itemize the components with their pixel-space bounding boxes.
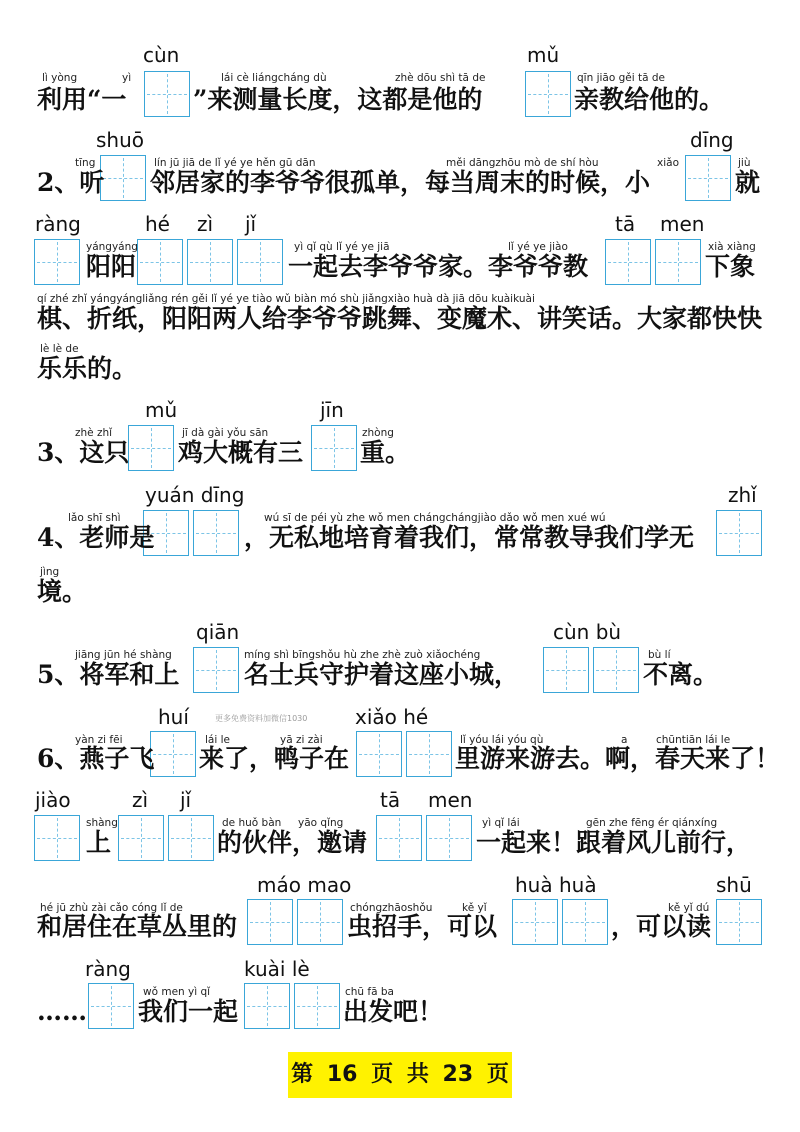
sentence-text: 下象 (705, 252, 756, 281)
answer-pinyin: mǔ (145, 398, 178, 422)
pinyin-annotation: gēn zhe fēng ér qiánxíng (586, 817, 718, 829)
pinyin-annotation: shàng (86, 817, 118, 829)
pinyin-annotation: lǎo shī shì (68, 512, 121, 524)
pinyin-annotation: wǒ men yì qǐ (143, 986, 211, 998)
answer-pinyin: mǔ (527, 43, 560, 67)
pinyin-annotation: lì yòng (42, 72, 78, 84)
sentence-text: ”来测量长度，这都是他的 (193, 85, 483, 114)
answer-writing-box[interactable] (34, 815, 80, 861)
sentence-text: 6、燕子飞 (37, 744, 155, 773)
answer-writing-box[interactable] (426, 815, 472, 861)
pinyin-annotation: zhè zhǐ (75, 427, 113, 439)
answer-pinyin: ràng (85, 957, 131, 981)
answer-pinyin: huí (158, 705, 189, 729)
answer-pinyin: zì (132, 788, 149, 812)
answer-pinyin: shū (716, 873, 752, 897)
answer-writing-box[interactable] (237, 239, 283, 285)
sentence-text: 一起来！跟着风儿前行， (476, 828, 752, 857)
answer-pinyin: men (428, 788, 473, 812)
pinyin-annotation: a (621, 734, 628, 746)
pinyin-annotation: lín jū jiā de lǐ yé ye hěn gū dān (154, 157, 316, 169)
sentence-text: 虫招手，可以 (347, 912, 498, 941)
sentence-text: ，无私地培育着我们，常常教导我们学无 (244, 523, 695, 552)
answer-pinyin: kuài lè (244, 957, 310, 981)
footer-total-pages: 23 (442, 1062, 474, 1087)
answer-writing-box[interactable] (525, 71, 571, 117)
pinyin-annotation: zhè dōu shì tā de (395, 72, 486, 84)
pinyin-annotation: yì qǐ qù lǐ yé ye jiā (294, 241, 390, 253)
footer-part: 页 (371, 1062, 394, 1087)
pinyin-annotation: lǐ yé ye jiào (508, 241, 568, 253)
answer-writing-box[interactable] (187, 239, 233, 285)
answer-pinyin: yuán dīng (145, 483, 245, 507)
pinyin-annotation: lè lè de (40, 343, 79, 355)
sentence-text: 3、这只 (37, 438, 130, 467)
answer-writing-box[interactable] (88, 983, 134, 1029)
answer-pinyin: tā (615, 212, 636, 236)
pinyin-annotation: měi dāngzhōu mò de shí hòu (446, 157, 599, 169)
sentence-text: 鸡大概有三 (178, 438, 304, 467)
page-number-footer (288, 1052, 512, 1098)
pinyin-annotation: jiù (738, 157, 751, 169)
footer-current-page: 16 (326, 1062, 358, 1087)
sentence-text: 里游来游去。啊，春天来了！ (455, 744, 781, 773)
answer-writing-box[interactable] (562, 899, 608, 945)
answer-writing-box[interactable] (168, 815, 214, 861)
pinyin-annotation: qí zhé zhǐ yángyángliǎng rén gěi lǐ yé ye tiào wǔ biàn mó shù jiǎngxiào huà dà jiā dōu kuàikuài (37, 293, 535, 305)
answer-writing-box[interactable] (605, 239, 651, 285)
pinyin-annotation: jìng (40, 566, 60, 578)
sentence-text: 邻居家的李爷爷很孤单，每当周末的时候，小 (150, 168, 651, 197)
answer-writing-box[interactable] (34, 239, 80, 285)
pinyin-annotation: yāo qǐng (298, 817, 344, 829)
answer-writing-box[interactable] (376, 815, 422, 861)
pinyin-annotation: lái le (205, 734, 230, 746)
pinyin-annotation: xià xiàng (708, 241, 756, 253)
pinyin-annotation: míng shì bīngshǒu hù zhe zhè zuò xiǎochéng (244, 649, 481, 661)
answer-writing-box[interactable] (100, 155, 146, 201)
sentence-text: 我们一起 (138, 997, 239, 1026)
pinyin-annotation: xiǎo (657, 157, 679, 169)
answer-writing-box[interactable] (297, 899, 343, 945)
pinyin-annotation: yì qǐ lái (482, 817, 520, 829)
answer-writing-box[interactable] (593, 647, 639, 693)
pinyin-annotation: jiāng jūn hé shàng (75, 649, 172, 661)
answer-writing-box[interactable] (294, 983, 340, 1029)
answer-writing-box[interactable] (193, 647, 239, 693)
answer-pinyin: hé (145, 212, 170, 236)
sentence-text: 上 (86, 828, 112, 857)
sentence-text: 的伙伴，邀请 (217, 828, 368, 857)
pinyin-annotation: tīng (75, 157, 96, 169)
answer-writing-box[interactable] (655, 239, 701, 285)
pinyin-annotation: yā zi zài (280, 734, 323, 746)
pinyin-annotation: kě yǐ (462, 902, 487, 914)
answer-pinyin: cùn bù (553, 620, 622, 644)
pinyin-annotation: yì (122, 72, 132, 84)
sentence-text: 境。 (37, 577, 88, 606)
pinyin-annotation: jī dà gài yǒu sān (182, 427, 269, 439)
answer-pinyin: dīng (690, 128, 734, 152)
answer-writing-box[interactable] (311, 425, 357, 471)
pinyin-annotation: hé jū zhù zài cǎo cóng lǐ de (40, 902, 183, 914)
pinyin-annotation: bù lí (648, 649, 671, 661)
pinyin-annotation: yángyáng (86, 241, 138, 253)
pinyin-annotation: qīn jiāo gěi tā de (577, 72, 665, 84)
answer-writing-box[interactable] (137, 239, 183, 285)
sentence-text: …… (37, 997, 87, 1026)
answer-pinyin: men (660, 212, 705, 236)
answer-writing-box[interactable] (716, 510, 762, 556)
pinyin-annotation: chūntiān lái le (656, 734, 731, 746)
sentence-text: 重。 (360, 438, 411, 467)
answer-writing-box[interactable] (512, 899, 558, 945)
answer-writing-box[interactable] (247, 899, 293, 945)
answer-writing-box[interactable] (716, 899, 762, 945)
pinyin-annotation: chóngzhāoshǒu (350, 902, 433, 914)
answer-pinyin: jǐ (245, 212, 257, 236)
footer-part: 页 (486, 1062, 509, 1087)
watermark-text: 更多免费资料加微信1030 (215, 714, 308, 723)
footer-part: 共 (406, 1062, 429, 1087)
sentence-text: 利用“一 (37, 85, 127, 114)
sentence-text: 名士兵守护着这座小城， (244, 660, 520, 689)
sentence-text: 和居住在草丛里的 (37, 912, 238, 941)
pinyin-annotation: wú sī de péi yù zhe wǒ men chángchángjiào dǎo wǒ men xué wú (264, 512, 606, 524)
sentence-text: ，可以读 (611, 912, 712, 941)
sentence-text: 乐乐的。 (37, 354, 138, 383)
pinyin-annotation: de huǒ bàn (222, 817, 282, 829)
pinyin-annotation: lái cè liángcháng dù (221, 72, 327, 84)
sentence-text: 出发吧！ (343, 997, 444, 1026)
pinyin-annotation: lǐ yóu lái yóu qù (460, 734, 544, 746)
answer-pinyin: qiān (196, 620, 240, 644)
answer-writing-box[interactable] (685, 155, 731, 201)
pinyin-annotation: chū fā ba (345, 986, 394, 998)
answer-pinyin: zì (197, 212, 214, 236)
sentence-text: 4、老师是 (37, 523, 155, 552)
sentence-text: 一起去李爷爷家。李爷爷教 (288, 252, 589, 281)
sentence-text: 5、将军和上 (37, 660, 180, 689)
sentence-text: 棋、折纸，阳阳两人给李爷爷跳舞、变魔术、讲笑话。大家都快快 (37, 304, 763, 333)
answer-pinyin: cùn (143, 43, 180, 67)
footer-part: 第 (291, 1062, 314, 1087)
answer-pinyin: shuō (96, 128, 145, 152)
answer-writing-box[interactable] (356, 731, 402, 777)
answer-pinyin: ràng (35, 212, 81, 236)
answer-pinyin: jiào (35, 788, 71, 812)
answer-writing-box[interactable] (118, 815, 164, 861)
answer-writing-box[interactable] (244, 983, 290, 1029)
sentence-text: 阳阳 (86, 252, 137, 281)
answer-writing-box[interactable] (543, 647, 589, 693)
sentence-text: 不离。 (643, 660, 719, 689)
pinyin-annotation: yàn zi fēi (75, 734, 123, 746)
sentence-text: 就 (735, 168, 761, 197)
answer-pinyin: jīn (320, 398, 344, 422)
sentence-text: 2、听 (37, 168, 105, 197)
answer-writing-box[interactable] (144, 71, 190, 117)
answer-pinyin: zhǐ (728, 483, 757, 507)
answer-pinyin: huà huà (515, 873, 597, 897)
sentence-text: 亲教给他的。 (574, 85, 725, 114)
sentence-text: 来了，鸭子在 (199, 744, 350, 773)
answer-writing-box[interactable] (150, 731, 196, 777)
pinyin-annotation: kě yǐ dú (668, 902, 710, 914)
answer-pinyin: xiǎo hé (355, 705, 429, 729)
answer-writing-box[interactable] (128, 425, 174, 471)
pinyin-annotation: zhòng (362, 427, 394, 439)
answer-pinyin: jǐ (180, 788, 192, 812)
answer-writing-box[interactable] (193, 510, 239, 556)
answer-pinyin: máo mao (257, 873, 352, 897)
answer-writing-box[interactable] (406, 731, 452, 777)
answer-pinyin: tā (380, 788, 401, 812)
